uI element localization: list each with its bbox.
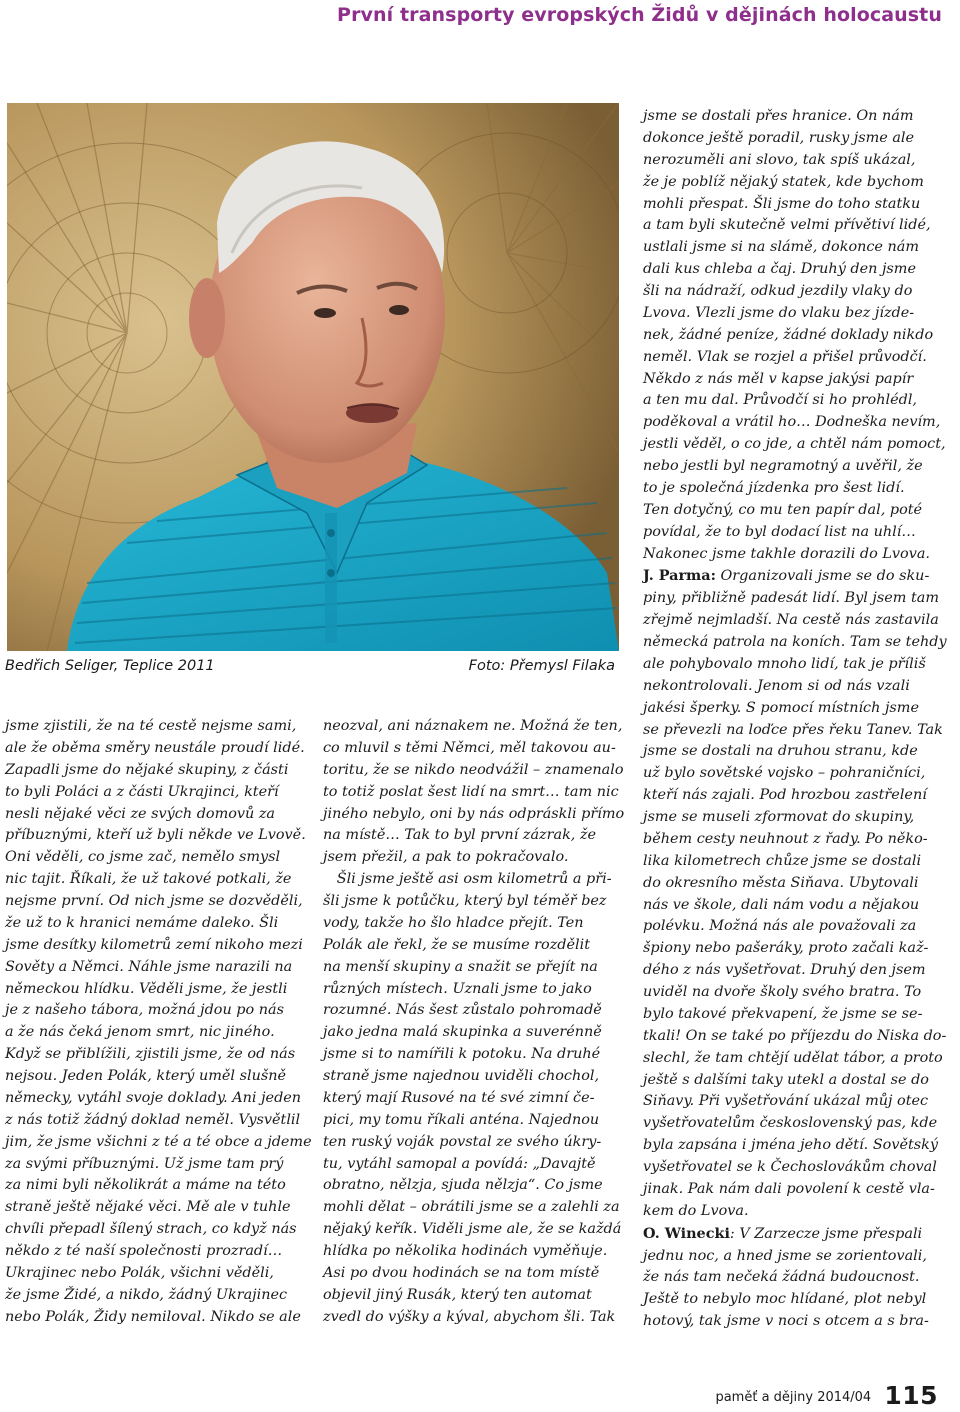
text-line: že nás tam nečeká žádná budoucnost. (643, 1269, 920, 1286)
text-line: neozval, ani náznakem ne. Možná že ten, (323, 718, 623, 734)
text-line: za nimi byli několikrát a máme na této (5, 1177, 286, 1194)
text-line: vyšetřovatelům československý pas, kde (643, 1115, 938, 1132)
text-column-1 (5, 716, 312, 1329)
speaker-paragraph (643, 1223, 943, 1246)
text-line: je z našeho tábora, možná jdou po nás (5, 1002, 284, 1019)
text-line: nás ve škole, dali nám vodu a nějakou (643, 896, 920, 913)
page-footer (715, 1381, 938, 1410)
text-line: a ten mu dal. Průvodčí si ho prohlédl, (643, 392, 917, 409)
text-line: : V Zarzecze jsme přespali (729, 1225, 923, 1242)
text-column-2 (323, 716, 625, 1329)
text-line: jsme zjistili, že na té cestě nejsme sami, (5, 718, 297, 734)
text-line: jsme se dostali na druhou stranu, kde (643, 743, 918, 760)
speaker-paragraph (643, 565, 943, 588)
text-line: nejsou. Jeden Polák, který uměl slušně (5, 1068, 287, 1084)
text-line: na místě… Tak to byl první zázrak, že (323, 827, 597, 844)
text-line: Zapadli jsme do nějaké skupiny, z části (5, 761, 289, 778)
text-line: hotový, tak jsme v noci s otcem a s bra- (643, 1313, 929, 1330)
photo-caption: Bedřich Seliger, Teplice 2011 (5, 658, 215, 674)
text-line: nic tajit. Říkali, že už takové potkali, že (5, 871, 292, 888)
text-line: z nás totiž žádný doklad neměl. Vysvětlil (5, 1111, 301, 1128)
text-line: Ještě to nebylo moc hlídané, plot nebyl (643, 1291, 927, 1308)
text-line: co mluvil s těmi Němci, měl takovou au- (323, 739, 616, 756)
text-line: šli jsme k potůčku, který byl téměř bez (323, 893, 607, 909)
text-line: bylo takové překvapení, že jsme se se- (643, 1005, 923, 1022)
text-line: straně ještě nějaké věci. Mě ale v tuhle (5, 1199, 291, 1216)
text-line: Oni věděli, co jsme zač, nemělo smysl (5, 849, 281, 866)
text-line: různých místech. Uznali jsme to jako (323, 980, 592, 997)
portrait-photo (7, 103, 619, 651)
text-line: někdo z té naší společnosti prozradí… (5, 1243, 283, 1259)
text-line: hlídka po několika hodinách vyměňuje. (323, 1243, 608, 1259)
text-line: Ten dotyčný, co mu ten papír dal, poté (643, 501, 923, 518)
text-line: mohli dělat – obrátili jsme se a zalehli za (323, 1199, 620, 1216)
text-line: tkali! On se také po příjezdu do Niska do- (643, 1027, 947, 1044)
text-line: povídal, že to byl dodací list na uhlí… (643, 523, 916, 540)
text-line: Sověty a Němci. Náhle jsme narazili na (5, 958, 293, 975)
text-line: dali kus chleba a čaj. Druhý den jsme (643, 261, 916, 278)
text-line: to totiž poslat šest lidí na smrt… tam nic (323, 783, 619, 800)
text-line: který mají Rusové na té své zimní če- (323, 1089, 595, 1106)
text-line: že už to k hranici nemáme daleko. Šli (5, 914, 279, 931)
text-line: už bylo sovětské vojsko – pohraničníci, (643, 765, 926, 782)
text-line: šli na nádraží, odkud jezdily vlaky do (643, 283, 913, 299)
text-line: Ukrajinec nebo Polák, všichni věděli, (5, 1264, 274, 1281)
text-line: německou hlídku. Věděli jsme, že jestli (5, 980, 288, 997)
text-line: na menší skupiny a snažit se přejít na (323, 958, 598, 975)
text-line: piny, přibližně padesát lidí. Byl jsem tam (643, 590, 939, 607)
text-line: Organizovali jsme se do sku- (715, 568, 930, 585)
text-line: příbuznými, kteří už byli někde ve Lvově. (5, 827, 306, 844)
text-line: nekontrolovali. Jenom si od nás vzali (643, 677, 910, 694)
text-line: nějaký keřík. Viděli jsme ale, že se každá (323, 1221, 622, 1238)
text-line: objevil jiný Rusák, který ten automat (323, 1286, 592, 1303)
text-line: Někdo z nás měl v kapse jakýsi papír (643, 370, 914, 387)
text-line: nek, žádné peníze, žádné doklady nikdo (643, 326, 934, 343)
text-line: jednu noc, a hned jsme se zorientovali, (643, 1247, 927, 1264)
text-line: jsem přežil, a pak to pokračovalo. (323, 849, 569, 866)
running-header-title: První transporty evropských Židů v dějinách holocaustu (337, 4, 942, 26)
text-line: špiony nebo pašeráky, proto začali kaž- (643, 940, 929, 957)
text-line: Siňavy. Při vyšetřování ukázal můj otec (643, 1093, 929, 1110)
text-line: ale že oběma směry neustále proudí lidé. (5, 739, 305, 756)
page-number: 115 (884, 1381, 938, 1410)
text-line: Když se přiblížili, zjistili jsme, že od nás (5, 1046, 296, 1063)
text-line: lika kilometrech chůze jsme se dostali (643, 852, 922, 869)
text-line: Polák ale řekl, že se musíme rozdělit (323, 936, 591, 953)
text-line: straně jsme najednou uviděli chochol, (323, 1068, 600, 1084)
text-line: jinak. Pak nám dali povolení k cestě vla- (643, 1180, 935, 1197)
text-line: jiného nebylo, oni by nás odpráskli přímo (323, 805, 625, 822)
text-line: Šli jsme ještě asi osm kilometrů a při- (323, 871, 612, 888)
text-line: Nakonec jsme takhle dorazili do Lvova. (643, 545, 930, 562)
text-line: to je společná jízdenka pro šest lidí. (643, 479, 905, 496)
text-line: byla zapsána i jména jeho dětí. Sovětský (643, 1137, 939, 1154)
text-line: jestli věděl, o co jde, a chtěl nám pomoct, (643, 436, 946, 453)
text-line: slechl, že tam chtějí udělat tábor, a proto (643, 1049, 943, 1066)
text-line: neměl. Vlak se rozjel a přišel průvodčí. (643, 348, 927, 365)
text-line: tu, vytáhl samopal a povídá: „Davajtě (323, 1155, 596, 1172)
text-line: poděkoval a vrátil ho… Dodneška nevím, (643, 414, 941, 431)
text-line: jsme desítky kilometrů zemí nikoho mezi (5, 936, 303, 953)
text-line: nebo jestli byl negramotný a uvěřil, že (643, 458, 923, 474)
text-line: nejsme první. Od nich jsme se dozvěděli, (5, 893, 303, 909)
text-line: pici, my tomu říkali anténa. Najednou (323, 1111, 600, 1128)
text-line: vody, takže ho šlo hladce přejít. Ten (323, 914, 584, 931)
text-line: Lvova. Vlezli jsme do vlaku bez jízde- (643, 304, 915, 321)
text-line: a tam byli skutečně velmi přívětiví lidé, (643, 217, 931, 234)
text-line: nebo Polák, Židy nemiloval. Nikdo se ale (5, 1308, 301, 1325)
text-line: že jsme Židé, a nikdo, žádný Ukrajinec (5, 1286, 288, 1303)
text-line: polévku. Možná nás ale považovali za (643, 918, 917, 935)
text-line: vyšetřovatel se k Čechoslovákům choval (643, 1159, 937, 1175)
text-line: německy, vytáhl svoje doklady. Ani jeden (5, 1089, 302, 1106)
text-line: se převezli na loďce přes řeku Tanev. Tak (643, 721, 943, 738)
text-line: dého z nás vyšetřovat. Druhý den jsem (643, 962, 926, 979)
text-line: za svými příbuznými. Už jsme tam prý (5, 1155, 284, 1172)
text-line: uviděl na dvoře školy svého bratra. To (643, 984, 922, 1000)
text-line: a že nás čeká jenom smrt, nic jiného. (5, 1024, 275, 1041)
text-line: nerozuměli ani slovo, tak spíš ukázal, (643, 151, 916, 168)
text-line: jim, že jsme všichni z té a té obce a jdeme (5, 1133, 312, 1150)
text-line: jsme se museli zformovat do skupiny, (643, 809, 915, 825)
text-line: kem do Lvova. (643, 1202, 749, 1219)
text-line: nesli nějaké věci ze svých domovů za (5, 805, 276, 822)
text-line: jako jedna malá skupinka a suverénně (323, 1024, 602, 1041)
text-line: kteří nás zajali. Pod hrozbou zastřelení (643, 787, 927, 804)
text-line: do okresního města Siňava. Ubytovali (643, 874, 919, 891)
speaker-name: O. Winecki (643, 1224, 730, 1242)
text-line: jsme si to namířili k potoku. Na druhé (323, 1046, 601, 1063)
text-line: dokonce ještě poradil, rusky jsme ale (643, 129, 915, 146)
text-line: ten ruský voják povstal ze svého úkry- (323, 1133, 602, 1150)
text-line: zřejmě nejmladší. Na cestě nás zastavila (643, 612, 939, 629)
photo-credit: Foto: Přemysl Filaka (468, 658, 615, 674)
text-line: německá patrola na koních. Tam se tehdy (643, 634, 947, 650)
text-line: ale pohybovalo mnoho lidí, tak je příliš (643, 655, 926, 672)
text-line: Asi po dvou hodinách se na tom místě (323, 1264, 600, 1281)
text-line: chvíli přepadl šílený strach, co když nás (5, 1221, 297, 1238)
journal-issue: paměť a dějiny 2014/04 (715, 1390, 872, 1405)
text-column-3 (643, 106, 947, 1333)
text-line: toritu, že se nikdo neodvážil – znamenalo (323, 761, 624, 778)
text-line: jakési šperky. S pomocí místních jsme (643, 699, 919, 716)
text-line: mohli přespat. Šli jsme do toho statku (643, 195, 921, 212)
text-line: jsme se dostali přes hranice. On nám (643, 108, 914, 124)
text-line: zvedl do výšky a kýval, abychom šli. Tak (323, 1308, 616, 1325)
text-line: že je poblíž nějaký statek, kde bychom (643, 173, 924, 190)
text-line: obratno, nělzja, sjuda nělzja“. Co jsme (323, 1177, 603, 1194)
text-line: ustlali jsme si na slámě, dokonce nám (643, 239, 920, 256)
text-line: během cesty neuhnout z řady. Po něko- (643, 830, 928, 847)
text-line: to byli Poláci a z části Ukrajinci, kteří (5, 783, 279, 800)
speaker-name: J. Parma: (643, 567, 716, 585)
text-line: ještě s dalšími taky utekl a dostal se do (643, 1071, 929, 1088)
text-line: rozumné. Nás šest zůstalo pohromadě (323, 1002, 602, 1019)
